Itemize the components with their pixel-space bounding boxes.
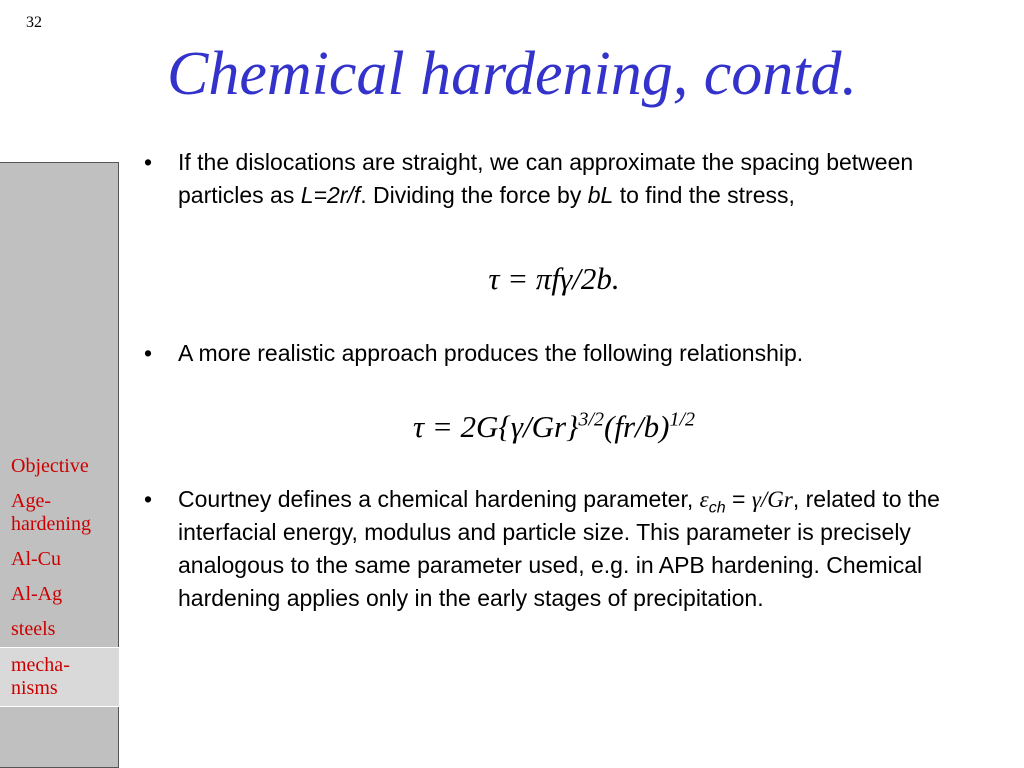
bullet-text: Courtney defines a chemical hardening parameter, bbox=[178, 486, 700, 512]
slide-title: Chemical hardening, contd. bbox=[167, 40, 857, 108]
equals-sign: = bbox=[725, 486, 752, 512]
bullet-text: . Dividing the force by bbox=[360, 182, 588, 208]
sidebar-item-al-ag[interactable] bbox=[0, 581, 119, 606]
bullet-straight-dislocations bbox=[144, 146, 964, 212]
sidebar-nav bbox=[0, 453, 119, 717]
spacing-formula: L=2r/f bbox=[300, 182, 361, 208]
sidebar-item-steels[interactable] bbox=[0, 616, 119, 641]
sidebar-item-label: Age- hardening bbox=[11, 490, 91, 535]
sidebar-item-age-hardening[interactable] bbox=[0, 488, 119, 536]
epsilon-subscript: ch bbox=[708, 499, 726, 517]
equation-exponent: 3/2 bbox=[578, 408, 605, 431]
sidebar-item-label: Al-Ag bbox=[11, 583, 63, 605]
bullet-text: to find the stress, bbox=[613, 182, 795, 208]
sidebar-item-objective[interactable] bbox=[0, 453, 119, 478]
equation-stress-realistic bbox=[144, 410, 964, 443]
bullet-text: If the dislocations are straight, we can approximate the spacing between particles as bbox=[178, 149, 914, 208]
bullet-text: , related to the interfacial energy, modulus and particle size. This parameter is precisely analogous to the same parameter used, e.g. in APB hardening. Chemical hardening applies only in the early stages of precipitation. bbox=[178, 486, 940, 611]
sidebar-item-label: mecha- nisms bbox=[11, 654, 70, 699]
sidebar-item-mechanisms[interactable] bbox=[0, 647, 119, 707]
epsilon-symbol: ε bbox=[699, 487, 709, 512]
bullet-courtney-parameter bbox=[144, 483, 964, 615]
sidebar-item-label: Objective bbox=[11, 455, 89, 477]
equation-exponent: 1/2 bbox=[669, 408, 696, 431]
equation-base: τ = 2G{γ/Gr} bbox=[412, 409, 579, 444]
sidebar-item-label: steels bbox=[11, 618, 56, 640]
sidebar-item-label: Al-Cu bbox=[11, 548, 61, 570]
bullet-realistic-approach: • A more realistic approach produces the following relationship. bbox=[144, 337, 964, 370]
force-divisor: bL bbox=[587, 182, 614, 208]
sidebar-item-al-cu[interactable] bbox=[0, 546, 119, 571]
parameter-expression: γ/Gr bbox=[751, 487, 793, 512]
slide-content bbox=[144, 146, 964, 615]
equation-stress-simple: τ = πfγ/2b. bbox=[488, 261, 620, 296]
sidebar bbox=[0, 162, 119, 768]
slide-number: 32 bbox=[26, 14, 42, 31]
equation-base: (fr/b) bbox=[604, 409, 670, 444]
